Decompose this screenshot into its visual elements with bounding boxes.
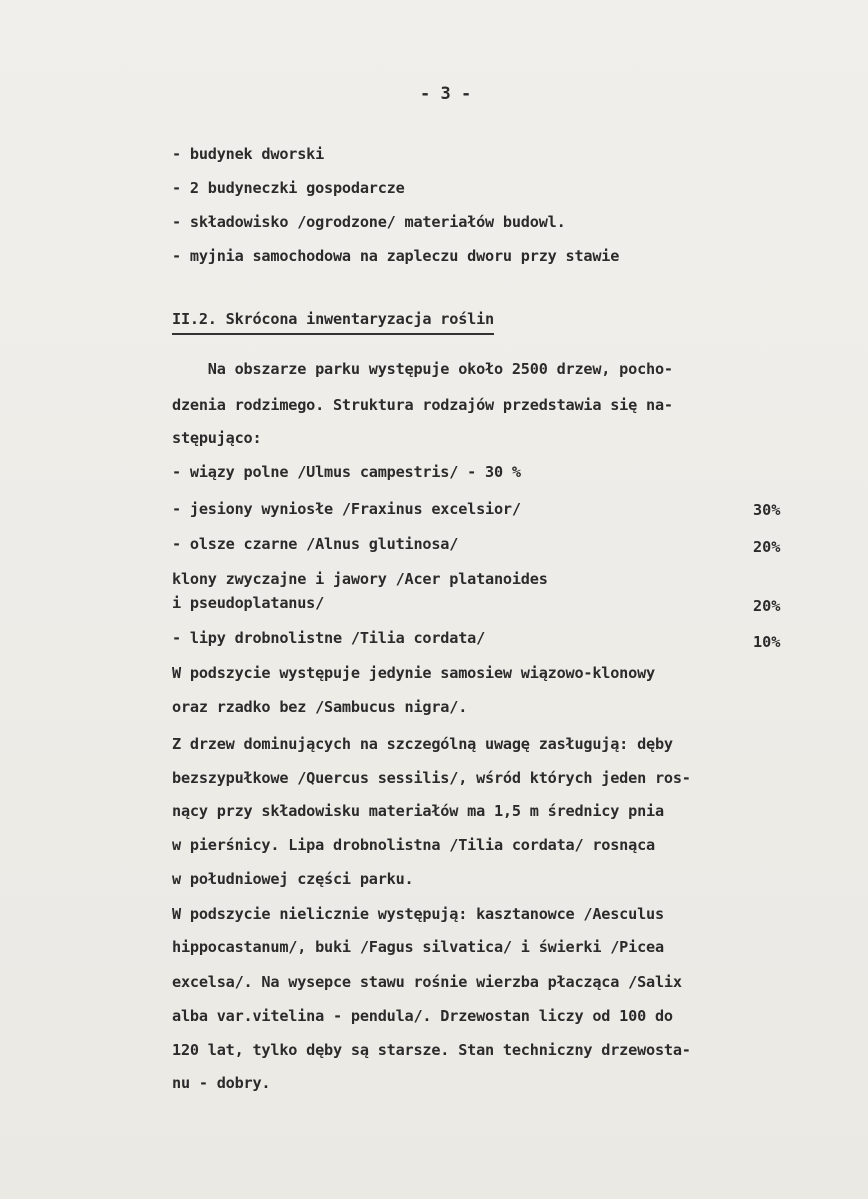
list-item: - składowisko /ogrodzone/ materiałów budowl.	[172, 213, 566, 231]
paragraph-line: 120 lat, tylko dęby są starsze. Stan techniczny drzewosta-	[172, 1041, 691, 1059]
paragraph-line: nący przy składowisku materiałów ma 1,5 m średnicy pnia	[172, 802, 664, 820]
paragraph-line: W podszycie nielicznie występują: kasztanowce /Aesculus	[172, 905, 664, 923]
species-item: - jesiony wyniosłe /Fraxinus excelsior/	[172, 500, 521, 518]
species-item: i pseudoplatanus/	[172, 594, 325, 612]
paragraph-line: w południowej części parku.	[172, 870, 414, 888]
paragraph-line: nu - dobry.	[172, 1074, 271, 1092]
page-number: - 3 -	[420, 84, 472, 104]
paragraph-line: oraz rzadko bez /Sambucus nigra/.	[172, 698, 468, 716]
paragraph-line: w pierśnicy. Lipa drobnolistna /Tilia cordata/ rosnąca	[172, 836, 655, 854]
section-heading: II.2. Skrócona inwentaryzacja roślin	[172, 309, 494, 335]
paragraph-line: excelsa/. Na wysepce stawu rośnie wierzba płacząca /Salix	[172, 973, 682, 991]
species-item: klony zwyczajne i jawory /Acer platanoides	[172, 570, 548, 588]
species-percent: 10%	[753, 633, 781, 651]
list-item: - budynek dworski	[172, 145, 325, 163]
paragraph-line: Z drzew dominujących na szczególną uwagę zasługują: dęby	[172, 735, 673, 753]
species-item: - wiązy polne /Ulmus campestris/ - 30 %	[172, 463, 521, 481]
paragraph-line: stępująco:	[172, 429, 262, 447]
list-item: - 2 budyneczki gospodarcze	[172, 179, 405, 197]
paragraph-line: bezszypułkowe /Quercus sessilis/, wśród których jeden ros-	[172, 769, 691, 787]
species-percent: 20%	[753, 538, 781, 556]
species-item: - lipy drobnolistne /Tilia cordata/	[172, 629, 486, 647]
species-item: - olsze czarne /Alnus glutinosa/	[172, 535, 459, 553]
species-percent: 20%	[753, 597, 781, 615]
paragraph-line: alba var.vitelina - pendula/. Drzewostan liczy od 100 do	[172, 1007, 673, 1025]
paragraph-line: hippocastanum/, buki /Fagus silvatica/ i świerki /Picea	[172, 938, 664, 956]
paragraph-line: W podszycie występuje jedynie samosiew wiązowo-klonowy	[172, 664, 655, 682]
paragraph-line: dzenia rodzimego. Struktura rodzajów przedstawia się na-	[172, 396, 673, 414]
paragraph-line: Na obszarze parku występuje około 2500 drzew, pocho-	[172, 360, 673, 378]
list-item: - myjnia samochodowa na zapleczu dworu przy stawie	[172, 247, 620, 265]
species-percent: 30%	[753, 501, 781, 519]
